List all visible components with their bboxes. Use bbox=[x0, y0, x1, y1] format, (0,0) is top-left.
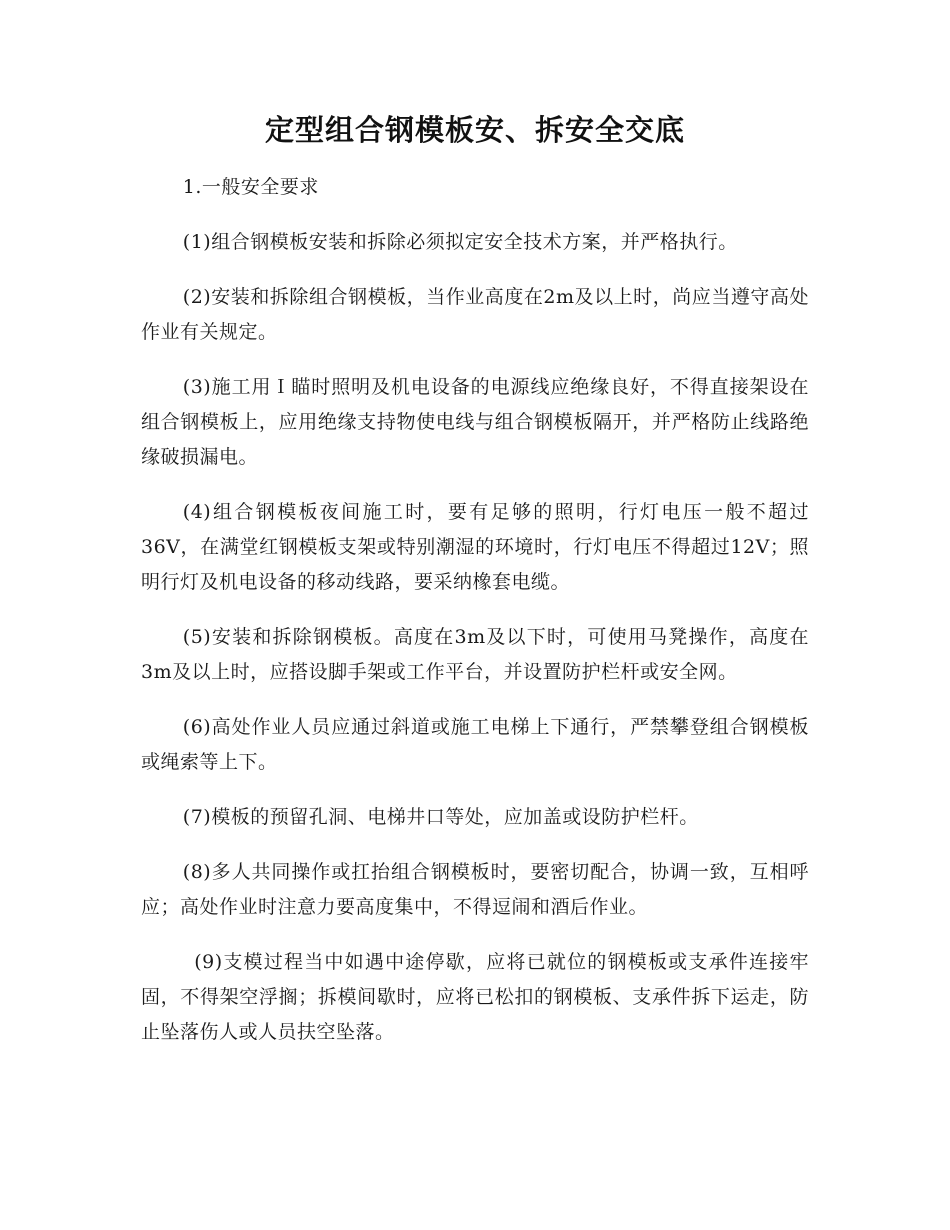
paragraph-item-1: (1)组合钢模板安装和拆除必须拟定安全技术方案，并严格执行。 bbox=[182, 231, 738, 253]
paragraph-item-4: (4)组合钢模板夜间施工时，要有足够的照明，行灯电压一般不超过36V，在满堂红钢模板支架或特别潮湿的环境时，行灯电压不得超过12V；照明行灯及机电设备的移动线路，要采纳橡套电缆。 bbox=[141, 501, 809, 593]
paragraph-item-5: (5)安装和拆除钢模板。高度在3m及以下时，可使用马凳操作，高度在3m及以上时，应搭设脚手架或工作平台，并设置防护栏杆或安全网。 bbox=[141, 626, 809, 683]
paragraph-item-8: (8)多人共同操作或扛抬组合钢模板时，要密切配合，协调一致，互相呼应；高处作业时注意力要高度集中，不得逗闹和酒后作业。 bbox=[141, 861, 809, 918]
paragraph-item-9: (9)支模过程当中如遇中途停歇，应将已就位的钢模板或支承件连接牢固，不得架空浮搁；拆模间歇时，应将已松扣的钢模板、支承件拆下运走，防止坠落伤人或人员扶空坠落。 bbox=[141, 951, 809, 1043]
paragraph-item-2: (2)安装和拆除组合钢模板，当作业高度在2m及以上时，尚应当遵守高处作业有关规定。 bbox=[141, 286, 809, 343]
paragraph-item-3: (3)施工用Ｉ瞄时照明及机电设备的电源线应绝缘良好，不得直接架设在组合钢模板上，应用绝缘支持物使电线与组合钢模板隔开，并严格防止线路绝缘破损漏电。 bbox=[141, 376, 809, 468]
section-heading: 1.一般安全要求 bbox=[182, 176, 319, 198]
document-title: 定型组合钢模板安、拆安全交底 bbox=[264, 113, 685, 147]
paragraph-item-7: (7)模板的预留孔洞、电梯井口等处，应加盖或设防护栏杆。 bbox=[182, 806, 699, 828]
paragraph-item-6: (6)高处作业人员应通过斜道或施工电梯上下通行，严禁攀登组合钢模板或绳索等上下。 bbox=[141, 716, 809, 773]
document-body bbox=[141, 170, 809, 1070]
